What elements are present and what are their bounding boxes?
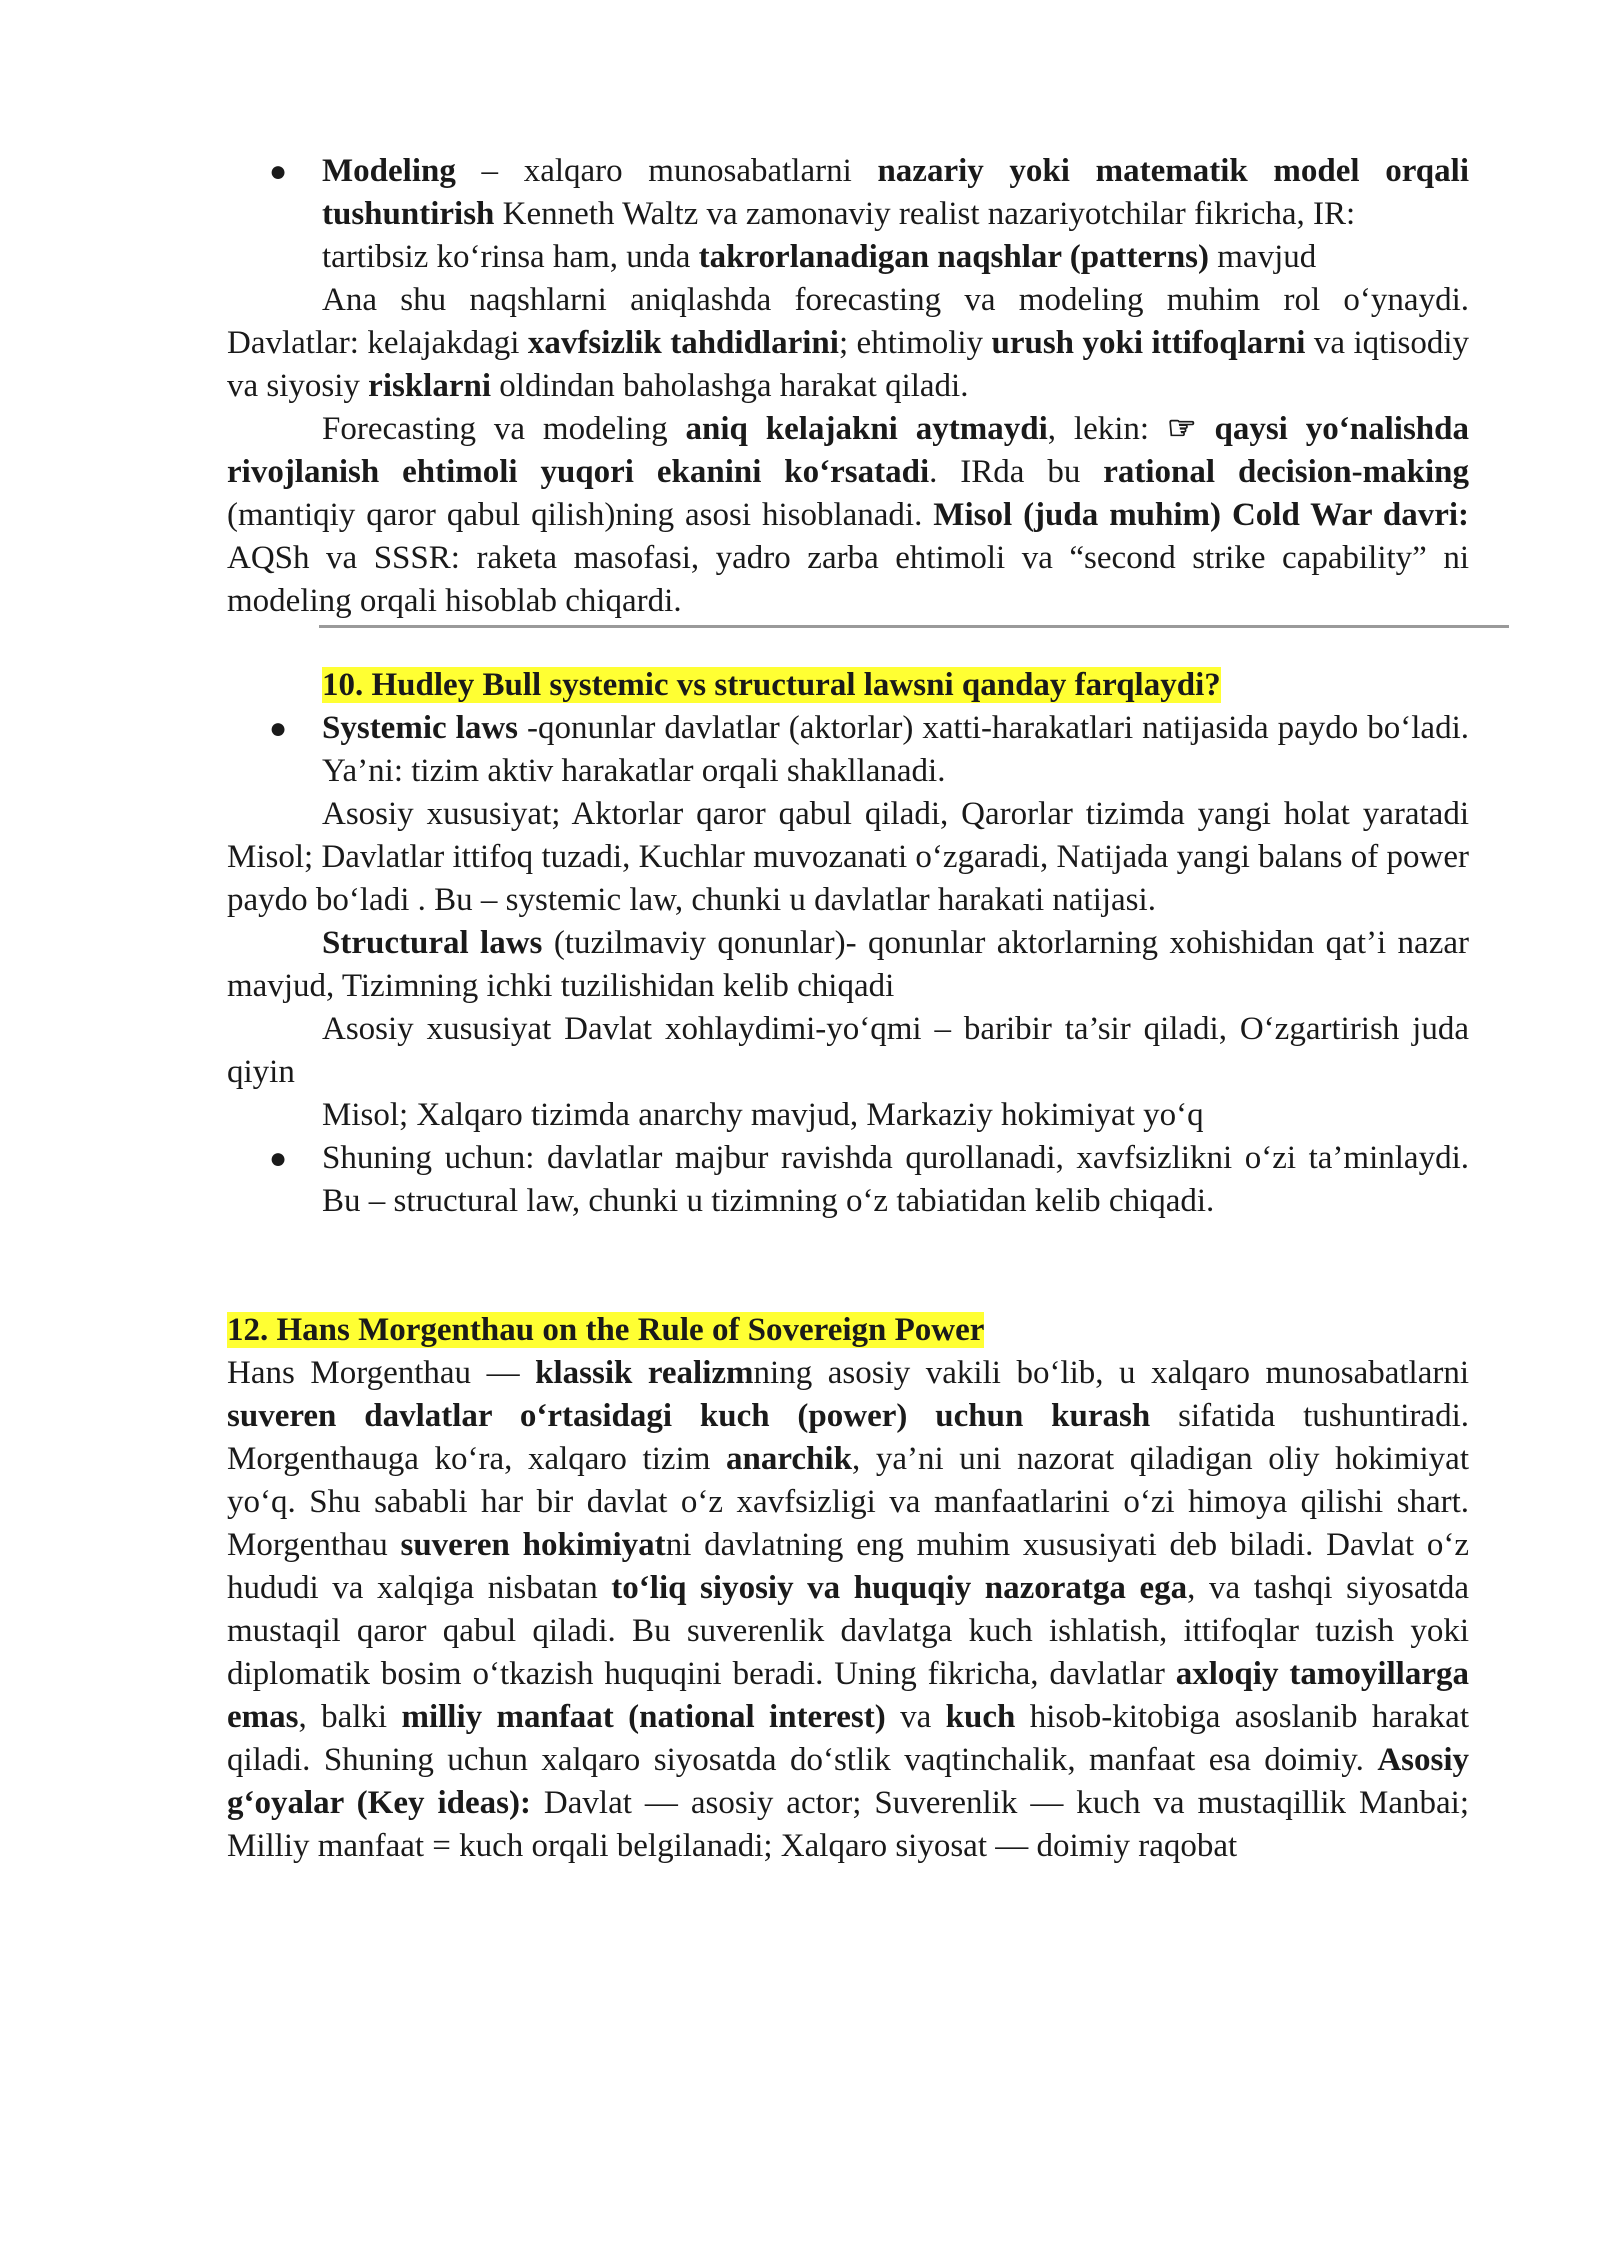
bullet-item-structural <box>227 1137 1469 1223</box>
text: , lekin: <box>1047 411 1167 447</box>
bold-text: nazariy yoki matematik model orqali tushuntirish <box>322 153 1469 232</box>
paragraph <box>227 1352 1469 1868</box>
bold-text: ☞ qaysi yo‘nalishda rivojlanish ehtimoli yuqori ekanini ko‘rsatadi <box>227 411 1469 490</box>
bullet-item-systemic <box>227 707 1469 793</box>
bold-text: klassik realizm <box>535 1355 754 1391</box>
text: (tuzilmaviy qonunlar)- qonunlar aktorlarning xohishidan qat’i nazar mavjud, Tizimning ichki tuzilishidan kelib chiqadi <box>227 925 1469 1004</box>
highlighted-heading: 12. Hans Morgenthau on the Rule of Sovereign Power <box>227 1312 985 1348</box>
horizontal-rule <box>319 625 1509 628</box>
text: , ya’ni uni nazorat qiladigan oliy hokimiyat yo‘q. Shu sababli har bir davlat o‘z xavfsizligi va manfaatlarini o‘zi himoya qilishi shart. Morgenthau <box>227 1441 1470 1563</box>
highlighted-heading: 10. Hudley Bull systemic vs structural lawsni qanday farqlaydi? <box>322 667 1221 703</box>
text: Davlat — asosiy actor; Suverenlik — kuch va mustaqillik Manbai; Milliy manfaat = kuch orqali belgilanadi; Xalqaro siyosat — doimiy raqobat <box>227 1785 1469 1864</box>
text: – xalqaro munosabatlarni <box>455 153 878 189</box>
bullet-item-modeling <box>227 150 1469 279</box>
bold-text: Systemic laws <box>322 710 518 746</box>
paragraph <box>322 150 1469 236</box>
bold-text: Structural laws <box>322 925 543 961</box>
bold-text: urush yoki ittifoqlarni <box>991 325 1306 361</box>
bold-text: suveren davlatlar o‘rtasidagi kuch (power) uchun kurash <box>227 1398 1151 1434</box>
text: Kenneth Waltz va zamonaviy realist nazariyotchilar fikricha, IR: <box>494 196 1356 232</box>
text: (mantiqiy qaror qabul qilish)ning asosi hisoblanadi. <box>227 497 934 533</box>
text: Hans Morgenthau — <box>227 1355 536 1391</box>
bold-text: anarchik <box>726 1441 852 1477</box>
bold-text: aniq kelajakni aytmaydi <box>685 411 1048 447</box>
text: . IRda bu <box>929 454 1104 490</box>
bold-text: takrorlanadigan naqshlar (patterns) <box>698 239 1210 275</box>
text: , balki <box>298 1699 402 1735</box>
text: ; ehtimoliy <box>838 325 992 361</box>
bold-text: axloqiy tamoyillarga emas <box>227 1656 1469 1735</box>
paragraph: Asosiy xususiyat; Aktorlar qaror qabul qiladi, Qarorlar tizimda yangi holat yaratadi Misol; Davlatlar ittifoq tuzadi, Kuchlar muvozanati o‘zgaradi, Natijada yangi balans of power paydo bo‘ladi . Bu – systemic law, chunki u davlatlar harakati natijasi. <box>227 796 1469 918</box>
bullet-icon: ● <box>269 712 288 745</box>
paragraph <box>227 408 1469 623</box>
paragraph <box>322 236 1469 279</box>
bold-text: suveren hokimiyat <box>400 1527 666 1563</box>
document-body <box>227 150 1469 1868</box>
text: va iqtisodiy va siyosiy <box>227 325 1469 404</box>
paragraph <box>227 279 1469 408</box>
text: mavjud <box>1209 239 1317 275</box>
text: AQSh va SSSR: raketa masofasi, yadro zarba ehtimoli va “second strike capability” ni modeling orqali hisoblab chiqardi. <box>227 540 1469 619</box>
bullet-icon: ● <box>269 155 288 188</box>
text: oldindan baholashga harakat qiladi. <box>491 368 969 404</box>
bold-text: Asosiy g‘oyalar (Key ideas): <box>227 1742 1469 1821</box>
paragraph: Shuning uchun: davlatlar majbur ravishda qurollanadi, xavfsizlikni o‘zi ta’minlaydi. Bu – structural law, chunki u tizimning o‘z tabiatidan kelib chiqadi. <box>322 1140 1469 1219</box>
heading-12 <box>227 1309 1469 1352</box>
text: hisob-kitobiga asoslanib harakat qiladi. Shuning uchun xalqaro siyosatda do‘stlik vaqtinchalik, manfaat esa doimiy. <box>227 1699 1470 1778</box>
text: -qonunlar davlatlar (aktorlar) xatti-harakatlari natijasida paydo bo‘ladi. Ya’ni: tizim aktiv harakatlar orqali shakllanadi. <box>322 710 1469 789</box>
text: Ana shu naqshlarni aniqlashda forecasting va modeling muhim rol o‘ynaydi. Davlatlar: kelajakdagi <box>227 282 1469 361</box>
text: tartibsiz ko‘rinsa ham, unda <box>322 239 699 275</box>
text: Forecasting va modeling <box>322 411 686 447</box>
paragraph <box>322 707 1469 793</box>
paragraph: Misol; Xalqaro tizimda anarchy mavjud, Markaziy hokimiyat yo‘q <box>322 1097 1204 1133</box>
text: ning asosiy vakili bo‘lib, u xalqaro munosabatlarni <box>753 1355 1470 1391</box>
paragraph <box>227 922 1469 1008</box>
text: va <box>885 1699 946 1735</box>
bold-text: xavfsizlik tahdidlarini <box>527 325 839 361</box>
bold-text: Modeling <box>322 153 456 189</box>
text: sifatida tushuntiradi. Morgenthauga ko‘ra, xalqaro tizim <box>227 1398 1469 1477</box>
bold-text: risklarni <box>368 368 492 404</box>
bold-text: Misol (juda muhim) Cold War davri: <box>933 497 1469 533</box>
text: , va tashqi siyosatda mustaqil qaror qabul qiladi. Bu suverenlik davlatga kuch ishlatish, ittifoqlar tuzish yoki diplomatik bosim o‘tkazish huquqini beradi. Uning fikricha, davlatlar <box>227 1570 1469 1692</box>
bold-text: milliy manfaat (national interest) <box>401 1699 886 1735</box>
bold-text: kuch <box>945 1699 1016 1735</box>
text: ni davlatning eng muhim xususiyati deb biladi. Davlat o‘z hududi va xalqiga nisbatan <box>227 1527 1470 1606</box>
heading-10 <box>227 664 1469 707</box>
bold-text: to‘liq siyosiy va huquqiy nazoratga ega <box>611 1570 1188 1606</box>
bullet-icon: ● <box>269 1142 288 1175</box>
paragraph: Asosiy xususiyat Davlat xohlaydimi-yo‘qmi – baribir ta’sir qiladi, O‘zgartirish juda qiyin <box>227 1011 1469 1090</box>
bold-text: rational decision-making <box>1103 454 1469 490</box>
